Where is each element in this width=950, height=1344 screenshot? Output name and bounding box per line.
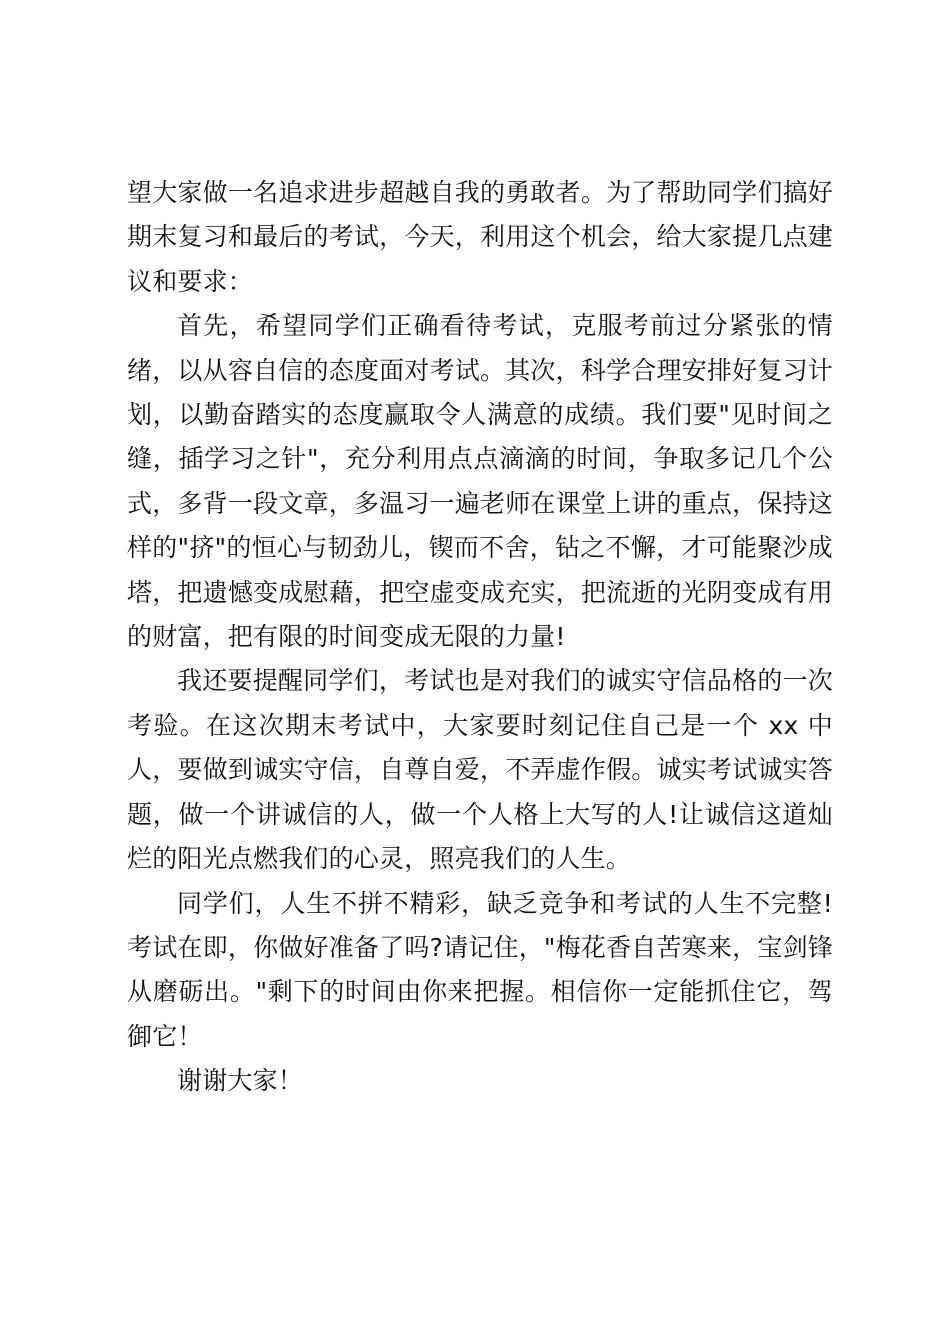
paragraph-1: 望大家做一名追求进步超越自我的勇敢者。为了帮助同学们搞好期末复习和最后的考试，今天，利用这个机会，给大家提几点建议和要求： bbox=[127, 178, 833, 296]
paragraph-2: 首先，希望同学们正确看待考试，克服考前过分紧张的情绪，以从容自信的态度面对考试。其次，科学合理安排好复习计划，以勤奋踏实的态度赢取令人满意的成绩。我们要"见时间之缝，插学习之针"，充分利用点点滴滴的时间，争取多记几个公式，多背一段文章，多温习一遍老师在课堂上讲的重点，保持这样的"挤"的恒心与韧劲儿，锲而不舍，钻之不懈，才可能聚沙成塔，把遗憾变成慰藉，把空虚变成充实，把流逝的光阴变成有用的财富，把有限的时间变成无限的力量! bbox=[127, 311, 833, 652]
paragraph-4: 同学们，人生不拼不精彩，缺乏竞争和考试的人生不完整!考试在即，你做好准备了吗?请记住，"梅花香自苦寒来，宝剑锋从磨砺出。"剩下的时间由你来把握。相信你一定能抓住它，驾御它！ bbox=[127, 888, 833, 1051]
document-body bbox=[127, 171, 833, 1104]
paragraph-3: 我还要提醒同学们，考试也是对我们的诚实守信品格的一次考验。在这次期末考试中，大家要时刻记住自己是一个 xx 中人，要做到诚实守信，自尊自爱，不弄虚作假。诚实考试诚实答题，做一个讲诚信的人，做一个人格上大写的人!让诚信这道灿烂的阳光点燃我们的心灵，照亮我们的人生。 bbox=[127, 666, 833, 874]
paragraph-5: 谢谢大家！ bbox=[177, 1066, 304, 1096]
